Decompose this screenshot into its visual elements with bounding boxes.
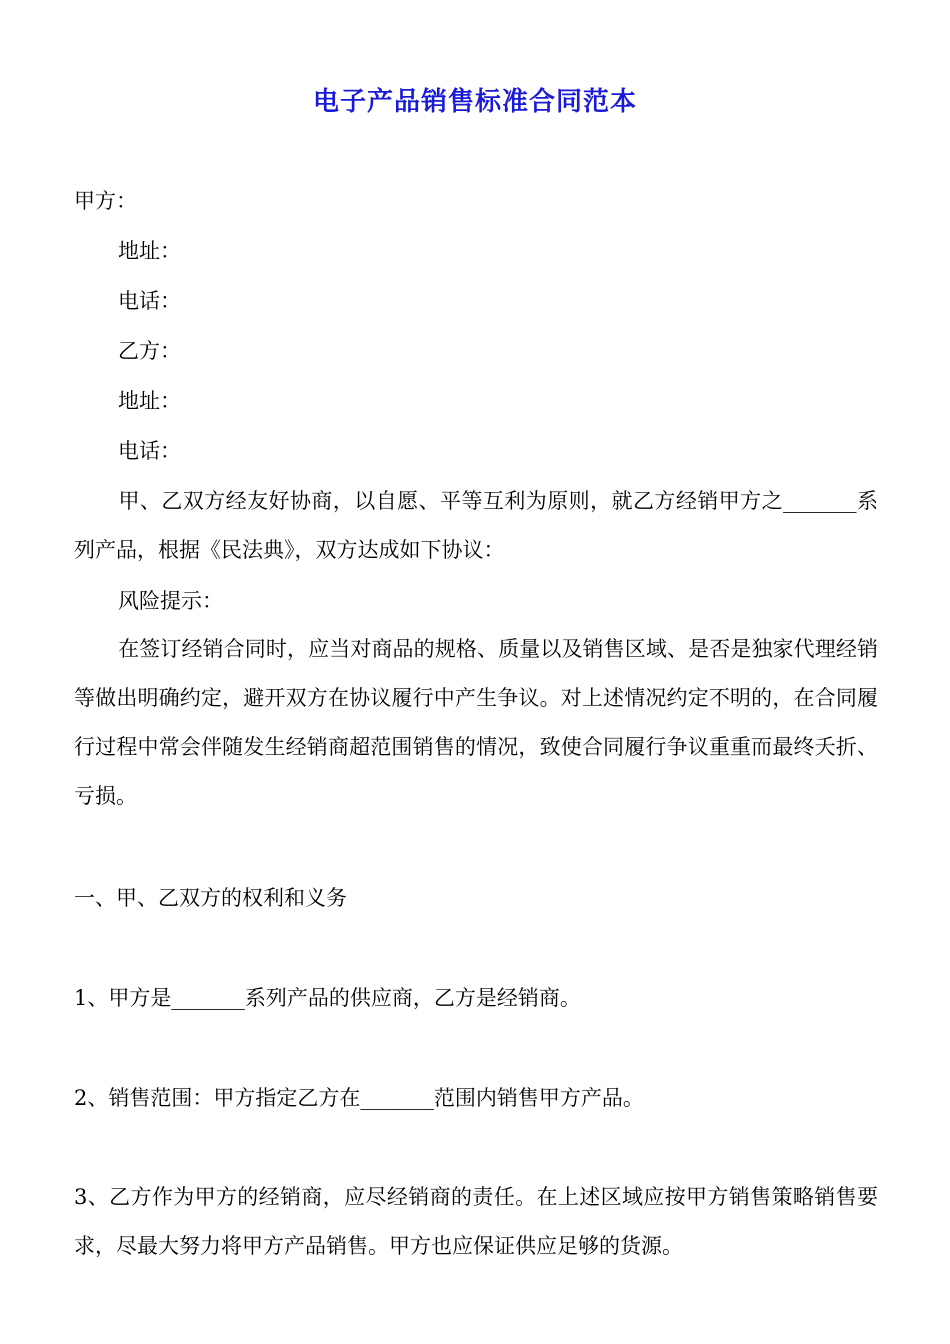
party-a-phone: 电话： bbox=[118, 289, 181, 313]
party-b-address: 地址： bbox=[118, 389, 181, 413]
party-b-phone: 电话： bbox=[118, 439, 181, 463]
party-a-label: 甲方： bbox=[74, 189, 137, 213]
risk-text: 在签订经销合同时，应当对商品的规格、质量以及销售区域、是否是独家代理经销等做出明确约定，避开双方在协议履行中产生争议。对上述情况约定不明的，在合同履行过程中常会伴随发生经销商超范围销售的情况，致使合同履行争议重重而最终夭折、亏损。 bbox=[74, 637, 878, 808]
preamble-paragraph bbox=[74, 477, 878, 575]
document-title: 电子产品销售标准合同范本 bbox=[312, 87, 637, 117]
risk-heading: 风险提示： bbox=[118, 589, 223, 613]
section-heading: 一、甲、乙双方的权利和义务 bbox=[74, 886, 347, 910]
party-b-label: 乙方： bbox=[118, 339, 181, 363]
clause-2: 2、销售范围：甲方指定乙方在_______范围内销售甲方产品。 bbox=[74, 1086, 644, 1110]
preamble-text: 甲、乙双方经友好协商，以自愿、平等互利为原则，就乙方经销甲方之_______系列产品，根据《民法典》，双方达成如下协议： bbox=[74, 489, 878, 562]
clause-3: 3、乙方作为甲方的经销商，应尽经销商的责任。在上述区域应按甲方销售策略销售要求，尽最大努力将甲方产品销售。甲方也应保证供应足够的货源。 bbox=[74, 1185, 878, 1258]
clause-1: 1、甲方是_______系列产品的供应商，乙方是经销商。 bbox=[74, 986, 581, 1010]
party-a-address: 地址： bbox=[118, 239, 181, 263]
risk-paragraph bbox=[74, 625, 878, 821]
